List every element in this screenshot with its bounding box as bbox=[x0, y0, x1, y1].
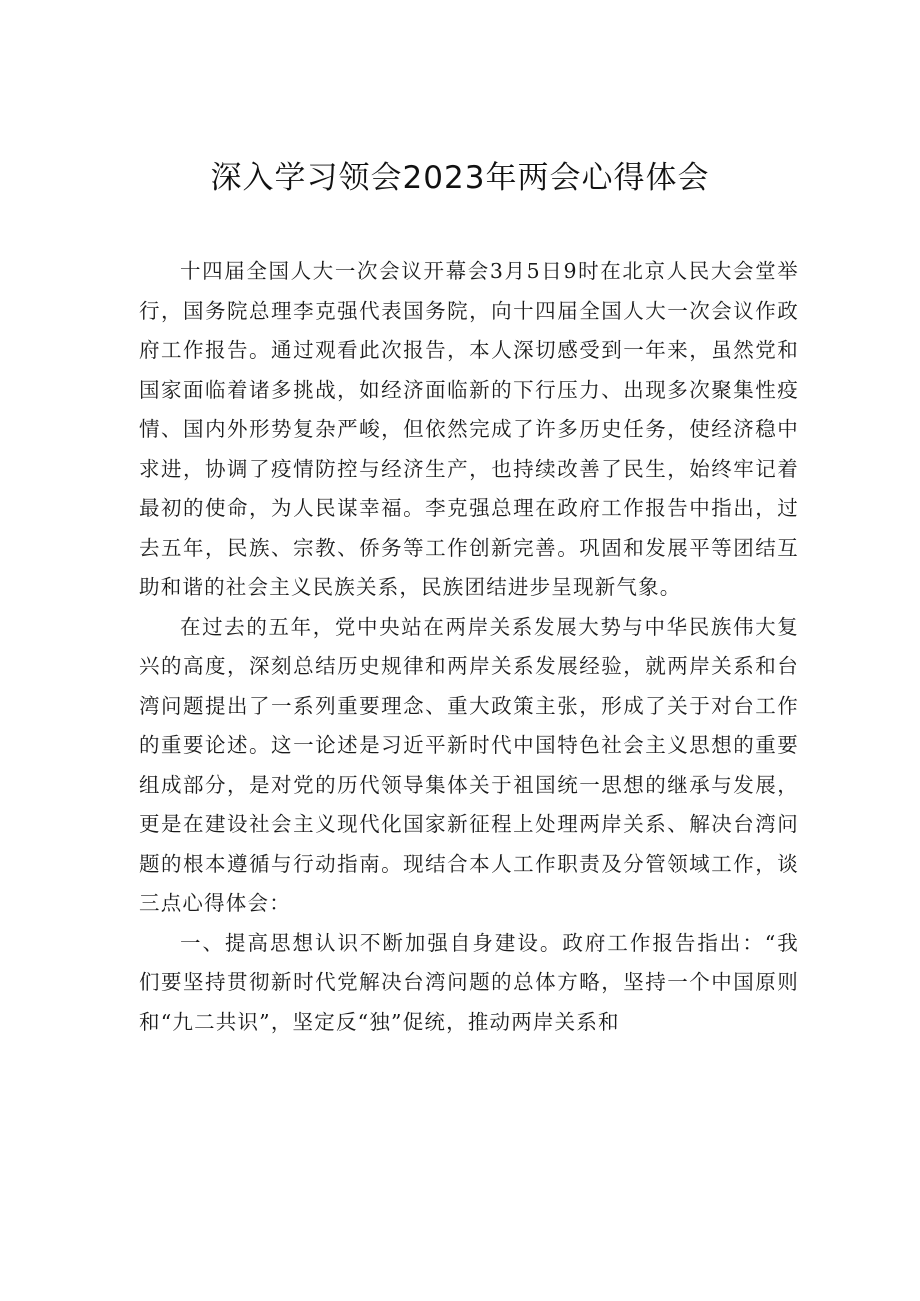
document-title: 深入学习领会2023年两会心得体会 bbox=[210, 160, 710, 196]
document-body bbox=[139, 252, 799, 1042]
paragraph-1: 十四届全国人大一次会议开幕会3月5日9时在北京人民大会堂举行，国务院总理李克强代表国务院，向十四届全国人大一次会议作政府工作报告。通过观看此次报告，本人深切感受到一年来，虽然党和国家面临着诸多挑战，如经济面临新的下行压力、出现多次聚集性疫情、国内外形势复杂严峻，但依然完成了许多历史任务，使经济稳中求进，协调了疫情防控与经济生产，也持续改善了民生，始终牢记着最初的使命，为人民谋幸福。李克强总理在政府工作报告中指出，过去五年，民族、宗教、侨务等工作创新完善。巩固和发展平等团结互助和谐的社会主义民族关系，民族团结进步呈现新气象。 bbox=[139, 259, 799, 599]
paragraph-3: 一、提高思想认识不断加强自身建设。政府工作报告指出：“我们要坚持贯彻新时代党解决台湾问题的总体方略，坚持一个中国原则和“九二共识”，坚定反“独”促统，推动两岸关系和 bbox=[139, 930, 799, 1034]
paragraph-2: 在过去的五年，党中央站在两岸关系发展大势与中华民族伟大复兴的高度，深刻总结历史规律和两岸关系发展经验，就两岸关系和台湾问题提出了一系列重要理念、重大政策主张，形成了关于对台工作的重要论述。这一论述是习近平新时代中国特色社会主义思想的重要组成部分，是对党的历代领导集体关于祖国统一思想的继承与发展，更是在建设社会主义现代化国家新征程上处理两岸关系、解决台湾问题的根本遵循与行动指南。现结合本人工作职责及分管领域工作，谈三点心得体会： bbox=[139, 614, 799, 915]
